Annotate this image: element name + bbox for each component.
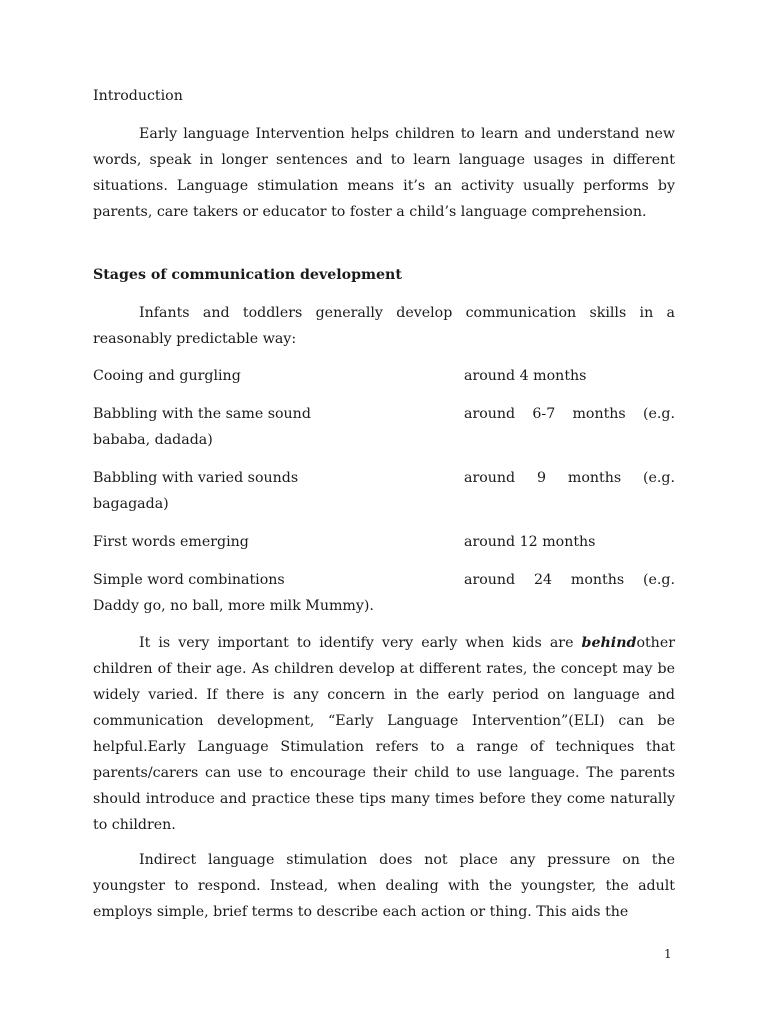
stages-intro-paragraph: Infants and toddlers generally develop communication skills in a reasonably predictable way: — [93, 305, 675, 347]
stage-example: Daddy go, no ball, more milk Mummy). — [93, 598, 374, 614]
intro-heading: Introduction — [93, 88, 183, 104]
paragraph-text-start: It is very important to identify very early when kids are — [139, 635, 582, 651]
page-number: 1 — [664, 947, 672, 961]
stage-label: Cooing and gurgling — [93, 368, 241, 384]
stage-example: bababa, dadada) — [93, 432, 213, 448]
stage-label: Babbling with the same sound — [93, 406, 311, 422]
stages-heading: Stages of communication development — [93, 267, 402, 283]
paragraph-early-identification — [93, 630, 675, 838]
stage-age: around 24 months (e.g. — [464, 572, 675, 588]
emphasis-behind: behind — [581, 635, 637, 651]
stage-example: bagagada) — [93, 496, 169, 512]
paragraph-text-rest: other children of their age. As children develop at different rates, the concept may be widely varied. If there is any concern in the early period on language and communication development, “Early Language Intervention”(ELI) can be helpful.Early Language Stimulation refers to a range of techniques that parents/carers can use to encourage their child to use language. The parents should introduce and practice these tips many times before they come naturally to children. — [93, 635, 675, 833]
stage-age: around 12 months — [464, 534, 596, 550]
stage-label: Simple word combinations — [93, 572, 285, 588]
stage-age: around 4 months — [464, 368, 587, 384]
stage-age: around 9 months (e.g. — [464, 470, 675, 486]
stage-label: First words emerging — [93, 534, 249, 550]
stage-label: Babbling with varied sounds — [93, 470, 299, 486]
stage-age: around 6-7 months (e.g. — [464, 406, 675, 422]
intro-paragraph: Early language Intervention helps children to learn and understand new words, speak in longer sentences and to learn language usages in different situations. Language stimulation means it’s an activity usually performs by parents, care takers or educator to foster a child’s language comprehension. — [93, 126, 675, 220]
paragraph-indirect-stimulation: Indirect language stimulation does not place any pressure on the youngster to respond. Instead, when dealing with the youngster, the adult employs simple, brief terms to describe each action or thing. This aids the — [93, 852, 675, 920]
